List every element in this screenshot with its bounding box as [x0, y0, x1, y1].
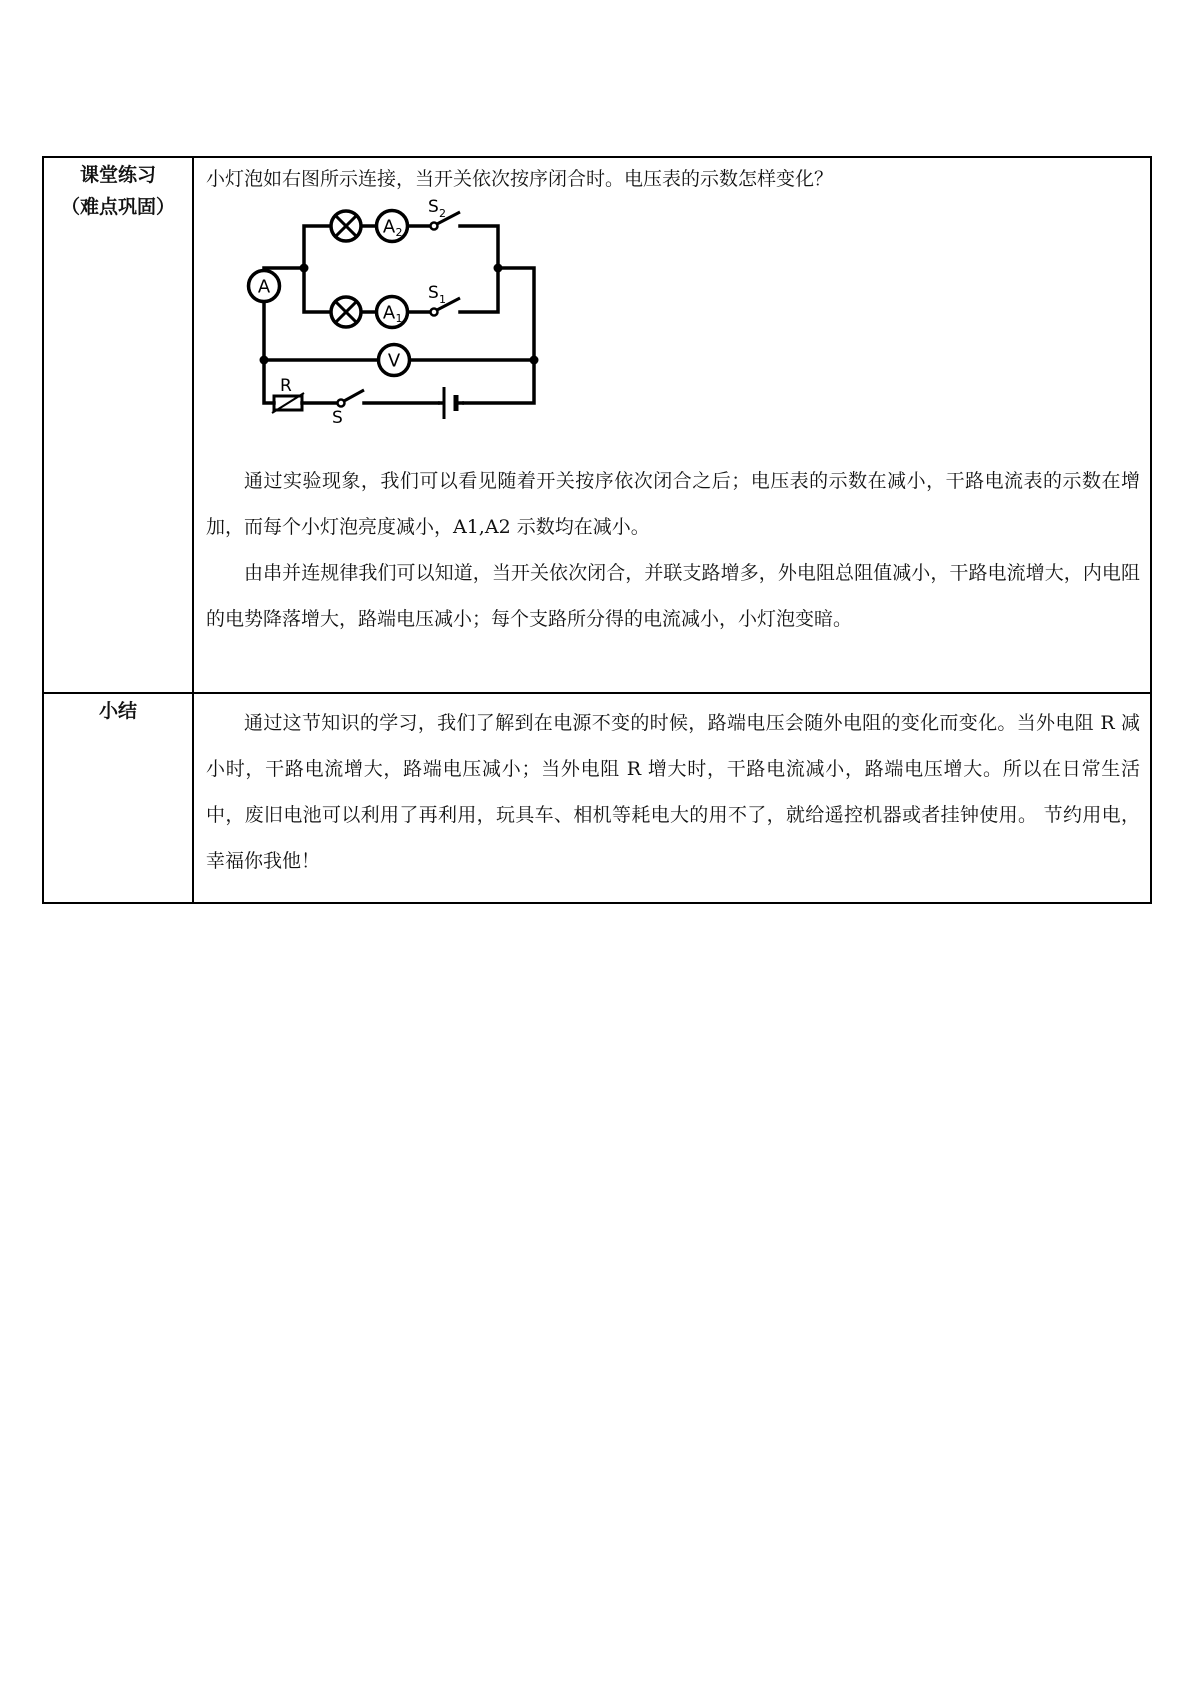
resistor-label: R	[280, 376, 292, 396]
summary-content-cell	[193, 693, 1151, 903]
switch-s2-subscript: 2	[439, 207, 446, 220]
lesson-table	[42, 156, 1152, 904]
explanation-paragraph: 由串并连规律我们可以知道，当开关依次闭合，并联支路增多，外电阻总阻值减小，干路电流增大，内电阻的电势降落增大，路端电压减小；每个支路所分得的电流减小，小灯泡变暗。	[206, 562, 1140, 630]
junction-dot	[260, 356, 269, 365]
practice-label: 课堂练习	[79, 164, 156, 186]
switch-s1-label: S	[428, 283, 439, 303]
practice-content-cell	[193, 157, 1151, 693]
circuit-wire	[460, 268, 498, 312]
main-switch	[344, 390, 364, 401]
junction-dot	[530, 356, 539, 365]
switch-s1-pivot	[431, 309, 438, 316]
observation-paragraph: 通过实验现象，我们可以看见随着开关按序依次闭合之后；电压表的示数在减小，干路电流表的示数在增加，而每个小灯泡亮度减小，A1,A2 示数均在减小。	[206, 470, 1140, 538]
ammeter-a2-letter: A	[382, 216, 396, 238]
practice-label-cell	[43, 157, 193, 693]
circuit-wire	[264, 268, 304, 270]
question-text: 小灯泡如右图所示连接，当开关依次按序闭合时。电压表的示数怎样变化？	[206, 168, 834, 190]
switch-s2-pivot	[431, 223, 438, 230]
junction-dot	[300, 264, 309, 273]
circuit-wire	[304, 268, 330, 312]
summary-label: 小结	[98, 700, 137, 722]
summary-paragraph: 通过这节知识的学习，我们了解到在电源不变的时候，路端电压会随外电阻的变化而变化。当外电阻 R 减小时，干路电流增大，路端电压减小；当外电阻 R 增大时，干路电流减小，路端电压增大。所以在日常生活中，废旧电池可以利用了再利用，玩具车、相机等耗电大的用不了，就给遥控机器或者挂钟使用。 节约用电，幸福你我他！	[206, 712, 1140, 872]
circuit-diagram	[242, 198, 572, 434]
switch-s1-subscript: 1	[439, 293, 446, 306]
ammeter-a2-subscript: 2	[395, 226, 403, 239]
summary-label-cell	[43, 693, 193, 903]
switch-s2-label: S	[428, 198, 439, 217]
voltmeter-letter: V	[387, 350, 401, 372]
main-switch-pivot	[338, 400, 345, 407]
practice-sublabel: （难点巩固）	[60, 196, 175, 218]
junction-dot	[494, 264, 503, 273]
ammeter-a1-letter: A	[382, 302, 396, 324]
practice-row	[43, 157, 1151, 693]
ammeter-main-letter: A	[257, 276, 271, 298]
circuit-wire	[264, 302, 274, 403]
ammeter-a1-subscript: 1	[395, 312, 403, 325]
main-switch-label: S	[332, 408, 343, 428]
circuit-wire	[304, 226, 330, 268]
circuit-wire	[460, 226, 498, 268]
summary-row	[43, 693, 1151, 903]
